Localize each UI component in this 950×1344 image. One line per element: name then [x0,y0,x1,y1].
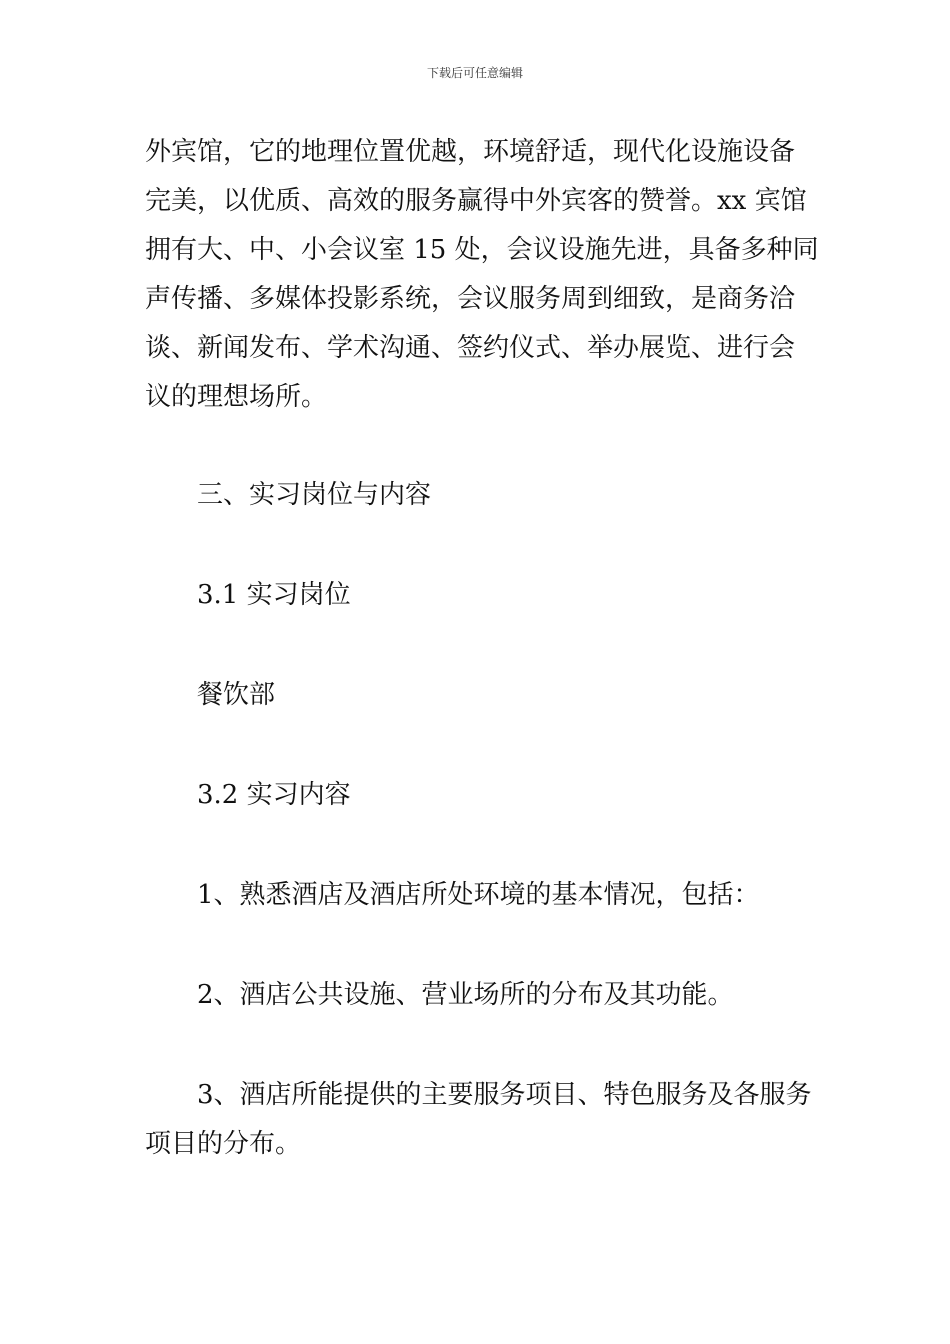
text-line: 外宾馆，它的地理位置优越，环境舒适，现代化设施设备 [145,137,796,167]
text-line: 3.1 实习岗位 [197,580,351,610]
list-item-2 [145,971,862,1020]
text-line: 三、实习岗位与内容 [197,480,432,510]
text-line: 拥有大、中、小会议室 15 处，会议设施先进，具备多种同 [145,235,819,265]
text-line: 2、酒店公共设施、营业场所的分布及其功能。 [197,980,734,1010]
text-line: 议的理想场所。 [145,382,328,412]
text-line: 声传播、多媒体投影系统，会议服务周到细致，是商务洽 [145,284,796,314]
paragraph-department [145,671,862,720]
page-header: 下载后可任意编辑 [426,66,523,80]
text-line: 1、熟悉酒店及酒店所处环境的基本情况，包括： [197,880,760,910]
text-line: 完美，以优质、高效的服务赢得中外宾客的赞誉。xx 宾馆 [145,186,807,216]
paragraph-hotel-intro [145,128,819,422]
text-line: 谈、新闻发布、学术沟通、签约仪式、举办展览、进行会 [145,333,796,363]
list-item-3 [145,1071,810,1169]
text-line: 项目的分布。 [145,1129,302,1159]
section-heading-3 [145,471,862,520]
list-item-1 [145,871,862,920]
text-line: 3.2 实习内容 [197,780,351,810]
subsection-heading-3-1 [145,571,862,620]
text-line: 餐饮部 [197,680,276,710]
subsection-heading-3-2 [145,771,862,820]
text-line: 3、酒店所能提供的主要服务项目、特色服务及各服务 [197,1080,812,1110]
